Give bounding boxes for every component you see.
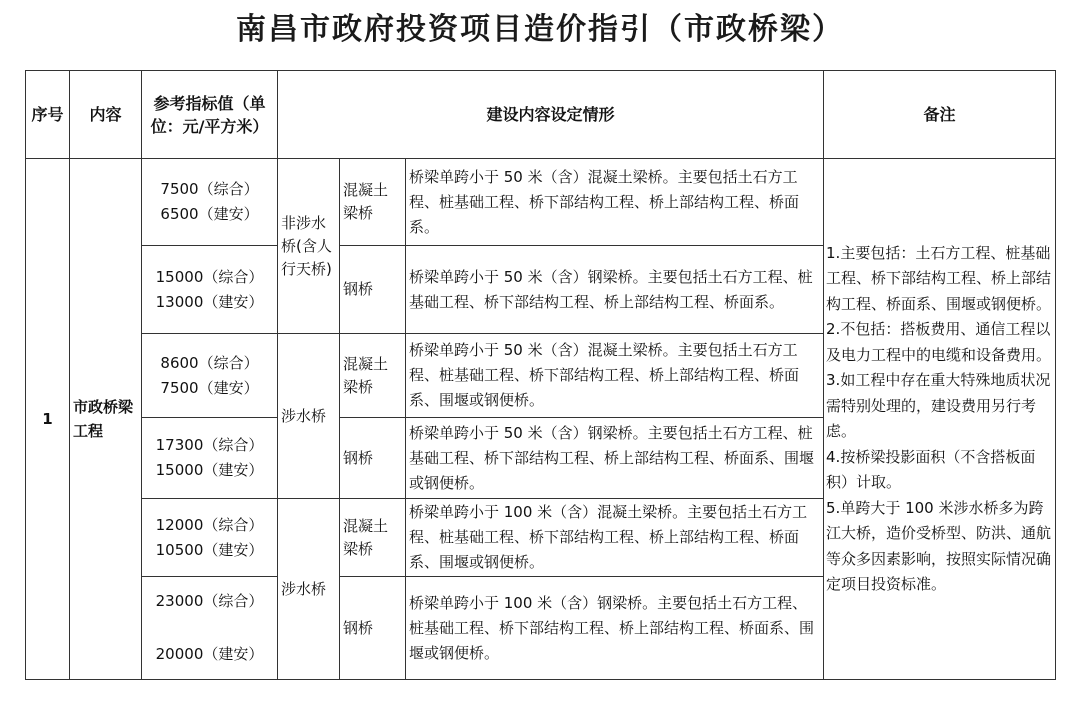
cost-guide-table [25, 70, 1056, 680]
value-combined: 7500（综合） [160, 180, 259, 198]
row-seq: 1 [26, 159, 70, 680]
ref-value-cell [142, 246, 278, 334]
bridge-type-cell: 混凝土梁桥 [340, 334, 406, 418]
header-remarks: 备注 [824, 71, 1056, 159]
value-combined: 15000（综合） [155, 267, 264, 286]
bridge-type-cell: 钢桥 [340, 577, 406, 680]
value-construction: 15000（建安） [155, 461, 264, 479]
value-combined: 17300（综合） [155, 436, 264, 454]
category-cell: 涉水桥 [278, 499, 340, 680]
description-cell: 桥梁单跨小于 50 米（含）钢梁桥。主要包括土石方工程、桩基础工程、桥下部结构工程、桥上部结构工程、桥面系、围堰或钢便桥。 [406, 418, 824, 499]
bridge-type-cell: 混凝土梁桥 [340, 159, 406, 246]
description-cell: 桥梁单跨小于 50 米（含）混凝土梁桥。主要包括土石方工程、桩基础工程、桥下部结构工程、桥上部结构工程、桥面系。 [406, 159, 824, 246]
ref-value-cell [142, 159, 278, 246]
value-construction: 7500（建安） [160, 378, 259, 397]
description-cell: 桥梁单跨小于 100 米（含）混凝土梁桥。主要包括土石方工程、桩基础工程、桥下部结构工程、桥上部结构工程、桥面系、围堰或钢便桥。 [406, 499, 824, 577]
description-cell: 桥梁单跨小于 100 米（含）钢梁桥。主要包括土石方工程、桩基础工程、桥下部结构工程、桥上部结构工程、桥面系、围堰或钢便桥。 [406, 577, 824, 680]
remark-4: 4.按桥梁投影面积（不含搭板面积）计取。 [826, 447, 1036, 491]
description-cell: 桥梁单跨小于 50 米（含）混凝土梁桥。主要包括土石方工程、桩基础工程、桥下部结构工程、桥上部结构工程、桥面系、围堰或钢便桥。 [406, 334, 824, 418]
header-content: 内容 [70, 71, 142, 159]
value-combined: 8600（综合） [160, 353, 259, 372]
row-content: 市政桥梁工程 [70, 159, 142, 680]
value-construction: 20000（建安） [155, 645, 264, 663]
bridge-type-cell: 钢桥 [340, 246, 406, 334]
remark-2: 2.不包括：搭板费用、通信工程以及电力工程中的电缆和设备费用。 [826, 320, 1052, 364]
remarks-cell [824, 159, 1056, 680]
ref-value-cell [142, 577, 278, 680]
bridge-type-cell: 钢桥 [340, 418, 406, 499]
value-construction: 13000（建安） [155, 292, 264, 311]
table-row [26, 159, 1056, 246]
remark-5: 5.单跨大于 100 米涉水桥多为跨江大桥，造价受桥型、防洪、通航等众多因素影响，按照实际情况确定项目投资标准。 [826, 498, 1052, 593]
header-ref-value: 参考指标值（单位：元/平方米） [142, 71, 278, 159]
remark-3: 3.如工程中存在重大特殊地质状况需特别处理的，建设费用另行考虑。 [826, 371, 1051, 440]
value-construction: 6500（建安） [160, 205, 259, 223]
bridge-type-cell: 混凝土梁桥 [340, 499, 406, 577]
description-cell: 桥梁单跨小于 50 米（含）钢梁桥。主要包括土石方工程、桩基础工程、桥下部结构工程、桥上部结构工程、桥面系。 [406, 246, 824, 334]
page-title: 南昌市政府投资项目造价指引（市政桥梁） [236, 12, 844, 47]
ref-value-cell [142, 499, 278, 577]
category-cell: 涉水桥 [278, 334, 340, 499]
value-spacer [145, 614, 274, 642]
remark-1: 1.主要包括：土石方工程、桩基础工程、桥下部结构工程、桥上部结构工程、桥面系、围堰或钢便桥。 [826, 243, 1052, 313]
table-header-row [26, 71, 1056, 159]
ref-value-cell [142, 334, 278, 418]
value-combined: 12000（综合） [155, 515, 264, 534]
value-construction: 10500（建安） [155, 540, 264, 559]
header-scenario: 建设内容设定情形 [278, 71, 824, 159]
value-combined: 23000（综合） [155, 592, 264, 610]
ref-value-cell [142, 418, 278, 499]
header-seq: 序号 [26, 71, 70, 159]
category-cell: 非涉水桥(含人行天桥) [278, 159, 340, 334]
